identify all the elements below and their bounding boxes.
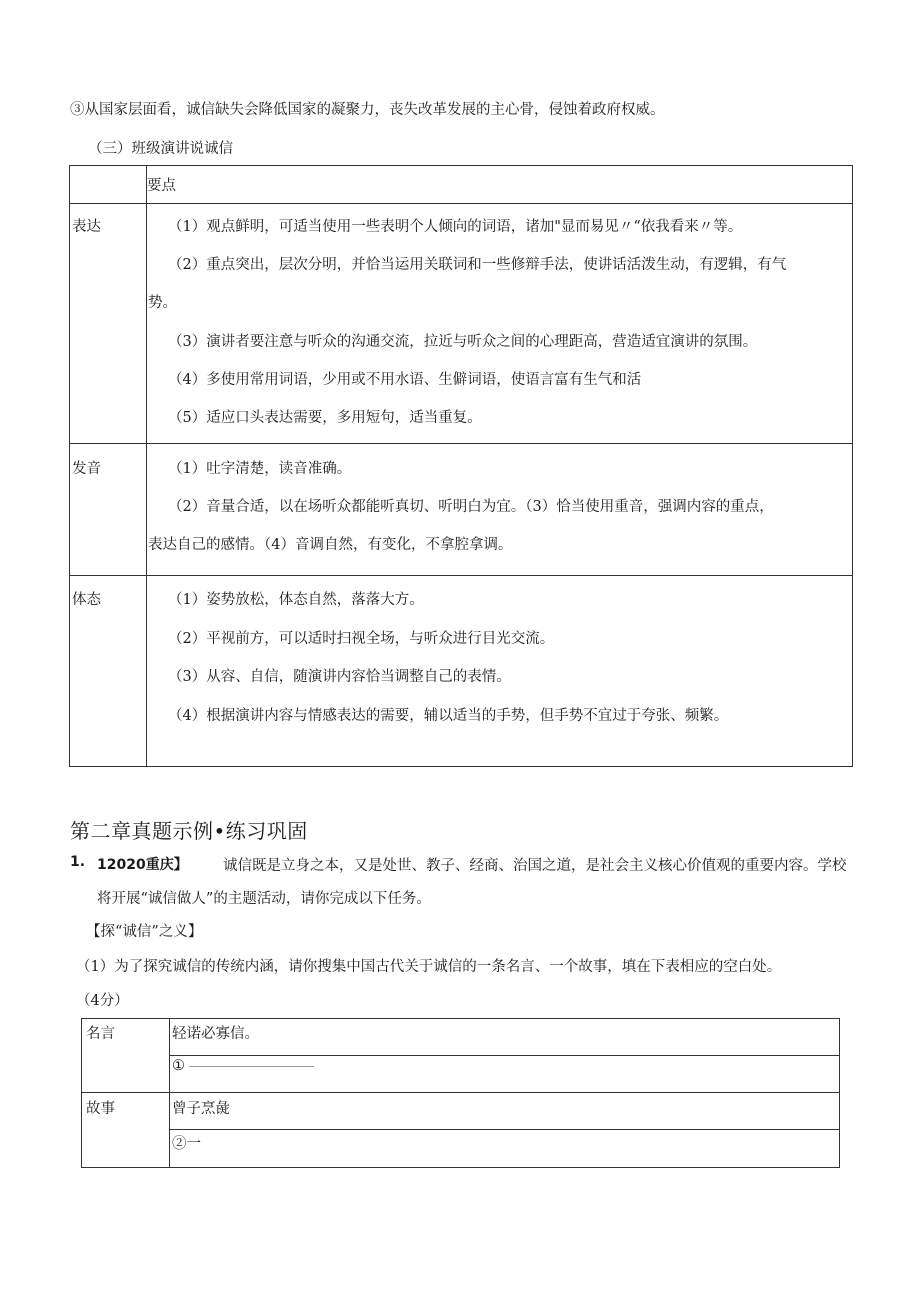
row-line: （4）根据演讲内容与情感表达的需要，辅以适当的手势，但手势不宜过于夸张、频繁。	[168, 708, 729, 724]
table-row	[70, 203, 852, 444]
table-row	[70, 575, 852, 768]
speech-guidelines-table	[69, 165, 853, 767]
row-label: 体态	[72, 592, 101, 608]
row-label: 故事	[86, 1101, 115, 1117]
row-line: （2）重点突出，层次分明，并恰当运用关联词和一些修辩手法，使讲话活泼生动，有逻辑，有气	[168, 257, 787, 273]
answer-blank-field[interactable]	[172, 1058, 314, 1074]
blank-underline	[189, 1066, 314, 1067]
row-line: （5）适应口头表达需要，多用短句，适当重复。	[168, 410, 482, 426]
row-line: （1）姿势放松，体态自然，落落大方。	[168, 592, 424, 608]
question-source: 12020重庆】	[97, 857, 188, 873]
row-line: （3）从容、自信，随演讲内容恰当调整自己的表情。	[168, 669, 511, 685]
row-line: 势。	[148, 295, 177, 311]
section-title: （三）班级演讲说诚信	[88, 141, 233, 157]
table-divider	[169, 1055, 839, 1056]
chapter-title: 第二章真题示例•练习巩固	[70, 819, 308, 843]
task1-text: （1）为了探究诚信的传统内涵，请你搜集中国古代关于诚信的一条名言、一个故事，填在下表相应的空白处。	[76, 959, 782, 975]
explore-heading: 【探“诚信”之义】	[86, 924, 203, 940]
answer-table	[81, 1018, 840, 1168]
row-line: （2）音量合适，以在场听众都能听真切、听明白为宜。（3）恰当使用重音，强调内容的重点，	[168, 499, 774, 515]
answer-entry: ①	[172, 1058, 185, 1074]
row-line: 表达自己的感情。（4）音调自然，有变化，不拿腔拿调。	[148, 537, 513, 553]
answer-entry: ②一	[172, 1136, 201, 1152]
row-label: 名言	[86, 1026, 115, 1042]
row-line: （4）多使用常用词语，少用或不用水语、生僻词语，使语言富有生气和活	[168, 372, 642, 388]
table-row	[70, 443, 852, 576]
row-line: （1）观点鲜明，可适当使用一些表明个人倾向的词语，诸加"显而易见〃“依我看来〃等。	[168, 219, 743, 235]
answer-entry: 曾子烹彘	[172, 1101, 230, 1117]
task1-score: （4分）	[76, 993, 129, 1009]
answer-entry: 轻诺必寡信。	[172, 1026, 259, 1042]
table-divider	[169, 1129, 839, 1130]
table-divider	[169, 1019, 170, 1167]
table-header-row	[70, 166, 852, 203]
header-col2: 要点	[147, 178, 176, 194]
row-line: （3）演讲者要注意与听众的沟通交流，拉近与听众之间的心理距高，营造适宜演讲的氛围。	[168, 334, 758, 350]
row-line: （1）吐字清楚，读音准确。	[168, 461, 352, 477]
table-divider	[82, 1092, 839, 1093]
question-text-line2: 将开展“诚信做人”的主题活动，请你完成以下任务。	[97, 891, 431, 907]
answer-blank-field[interactable]	[172, 1132, 201, 1153]
intro-line: ③从国家层面看，诚信缺失会降低国家的凝聚力，丧失改革发展的主心骨，侵蚀着政府权威。	[70, 102, 665, 118]
row-label: 发音	[72, 461, 101, 477]
question-text-line1: 诚信既是立身之本，又是处世、教子、经商、治国之道，是社会主义核心价值观的重要内容。学校	[223, 858, 847, 874]
row-line: （2）平视前方，可以适时扫视全场，与听众进行目光交流。	[168, 631, 555, 647]
question-number: 1.	[70, 854, 86, 870]
row-label: 表达	[72, 219, 101, 235]
